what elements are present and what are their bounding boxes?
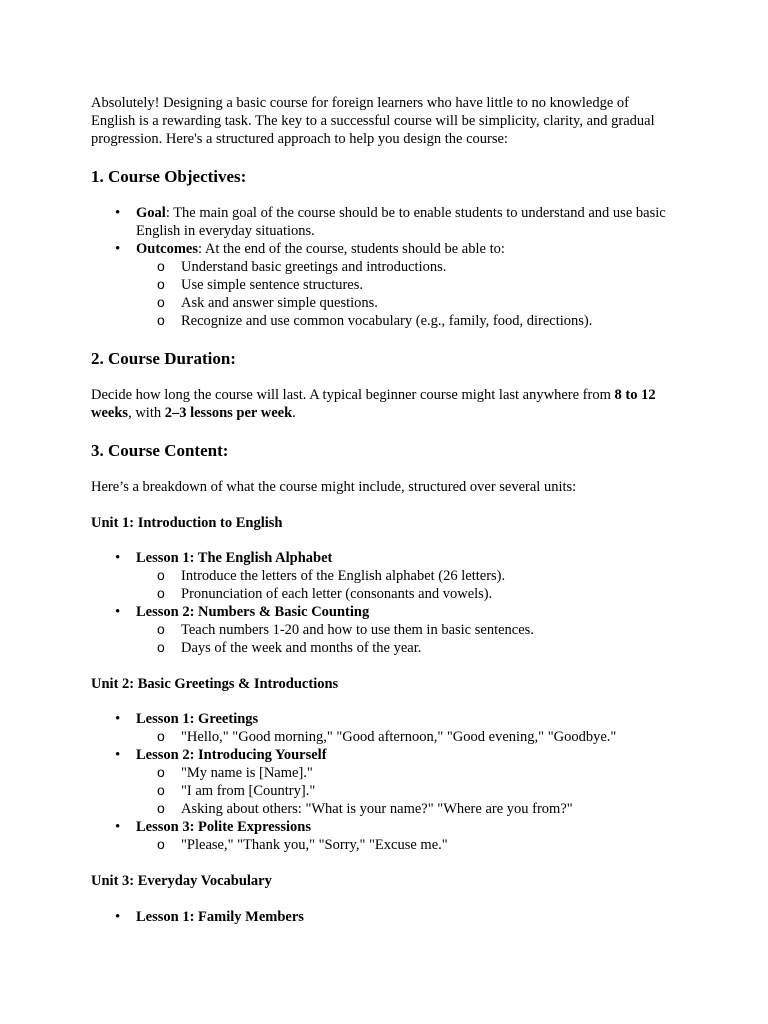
sub-item-text: Understand basic greetings and introductions. — [181, 259, 447, 275]
goal-text: : The main goal of the course should be to enable students to understand and use basic English in everyday situations. — [136, 205, 666, 239]
content-intro: Here’s a breakdown of what the course might include, structured over several units: — [91, 479, 577, 495]
sub-item-text: Use simple sentence structures. — [181, 277, 364, 293]
bullet-icon: • — [115, 819, 121, 835]
list-item — [91, 908, 676, 926]
duration-lessons: 2–3 lessons per week — [164, 405, 293, 421]
sub-list-item — [136, 312, 676, 330]
lesson-sublist — [136, 621, 676, 657]
sub-list-item — [136, 639, 676, 657]
document-page — [91, 94, 676, 926]
sub-item-text: Days of the week and months of the year. — [181, 640, 422, 656]
list-item — [91, 746, 676, 818]
sub-list-item — [136, 782, 676, 800]
duration-text: Decide how long the course will last. A typical beginner course might last anywhere from — [91, 387, 615, 403]
lesson-title: Lesson 1: Greetings — [136, 711, 259, 727]
section-heading-content: 3. Course Content: — [91, 441, 229, 460]
lesson-title: Lesson 2: Introducing Yourself — [136, 747, 327, 763]
list-item — [91, 204, 676, 240]
sub-item-text: "My name is [Name]." — [181, 765, 313, 781]
bullet-icon: • — [115, 747, 121, 763]
outcomes-sublist — [136, 258, 676, 330]
sub-list-item — [136, 567, 676, 585]
goal-label: Goal — [136, 205, 166, 221]
outcomes-label: Outcomes — [136, 241, 199, 257]
sub-bullet-icon: o — [157, 276, 165, 292]
sub-item-text: "Hello," "Good morning," "Good afternoon," "Good evening," "Goodbye." — [181, 729, 617, 745]
list-item — [91, 549, 676, 603]
bullet-icon: • — [115, 241, 121, 257]
list-item — [91, 240, 676, 330]
sub-bullet-icon: o — [157, 258, 165, 274]
bullet-icon: • — [115, 711, 121, 727]
list-item — [91, 818, 676, 854]
lesson-title: Lesson 1: Family Members — [136, 909, 304, 925]
sub-item-text: "I am from [Country]." — [181, 783, 316, 799]
lesson-title: Lesson 1: The English Alphabet — [136, 550, 333, 566]
list-item — [91, 603, 676, 657]
sub-item-text: "Please," "Thank you," "Sorry," "Excuse me." — [181, 837, 448, 853]
sub-bullet-icon: o — [157, 836, 165, 852]
outcomes-text: : At the end of the course, students should be able to: — [198, 241, 505, 257]
sub-list-item — [136, 585, 676, 603]
sub-bullet-icon: o — [157, 312, 165, 328]
unit-title: Unit 1: Introduction to English — [91, 515, 283, 531]
sub-item-text: Ask and answer simple questions. — [181, 295, 378, 311]
duration-text: , with — [128, 405, 165, 421]
sub-bullet-icon: o — [157, 621, 165, 637]
sub-list-item — [136, 294, 676, 312]
list-item — [91, 710, 676, 746]
unit2-lessons — [91, 710, 676, 854]
unit-title: Unit 2: Basic Greetings & Introductions — [91, 676, 339, 692]
sub-list-item — [136, 800, 676, 818]
bullet-icon: • — [115, 205, 121, 221]
unit1-lessons — [91, 549, 676, 657]
sub-bullet-icon: o — [157, 567, 165, 583]
sub-bullet-icon: o — [157, 639, 165, 655]
sub-bullet-icon: o — [157, 294, 165, 310]
lesson-sublist — [136, 728, 676, 746]
sub-bullet-icon: o — [157, 782, 165, 798]
duration-paragraph — [91, 386, 676, 422]
sub-list-item — [136, 276, 676, 294]
sub-item-text: Pronunciation of each letter (consonants and vowels). — [181, 586, 493, 602]
intro-paragraph: Absolutely! Designing a basic course for foreign learners who have little to no knowledge of English is a rewarding task. The key to a successful course will be simplicity, clarity, and gradual progression. Here's a structured approach to help you design the course: — [91, 95, 655, 147]
unit-title: Unit 3: Everyday Vocabulary — [91, 873, 272, 889]
lesson-sublist — [136, 567, 676, 603]
bullet-icon: • — [115, 604, 121, 620]
objectives-list — [91, 204, 676, 330]
sub-list-item — [136, 621, 676, 639]
sub-list-item — [136, 728, 676, 746]
duration-weeks: 8 to 12 weeks — [91, 387, 656, 421]
sub-item-text: Asking about others: "What is your name?" "Where are you from?" — [181, 801, 573, 817]
sub-list-item — [136, 836, 676, 854]
lesson-sublist — [136, 764, 676, 818]
bullet-icon: • — [115, 550, 121, 566]
sub-item-text: Recognize and use common vocabulary (e.g., family, food, directions). — [181, 313, 593, 329]
sub-item-text: Introduce the letters of the English alphabet (26 letters). — [181, 568, 506, 584]
sub-list-item — [136, 258, 676, 276]
sub-bullet-icon: o — [157, 585, 165, 601]
unit3-lessons — [91, 908, 676, 926]
section-heading-objectives: 1. Course Objectives: — [91, 167, 247, 186]
lesson-title: Lesson 2: Numbers & Basic Counting — [136, 604, 370, 620]
section-heading-duration: 2. Course Duration: — [91, 349, 236, 368]
duration-text: . — [292, 405, 296, 421]
sub-list-item — [136, 764, 676, 782]
sub-item-text: Teach numbers 1-20 and how to use them in basic sentences. — [181, 622, 534, 638]
lesson-title: Lesson 3: Polite Expressions — [136, 819, 311, 835]
sub-bullet-icon: o — [157, 728, 165, 744]
sub-bullet-icon: o — [157, 764, 165, 780]
lesson-sublist — [136, 836, 676, 854]
sub-bullet-icon: o — [157, 800, 165, 816]
bullet-icon: • — [115, 909, 121, 925]
